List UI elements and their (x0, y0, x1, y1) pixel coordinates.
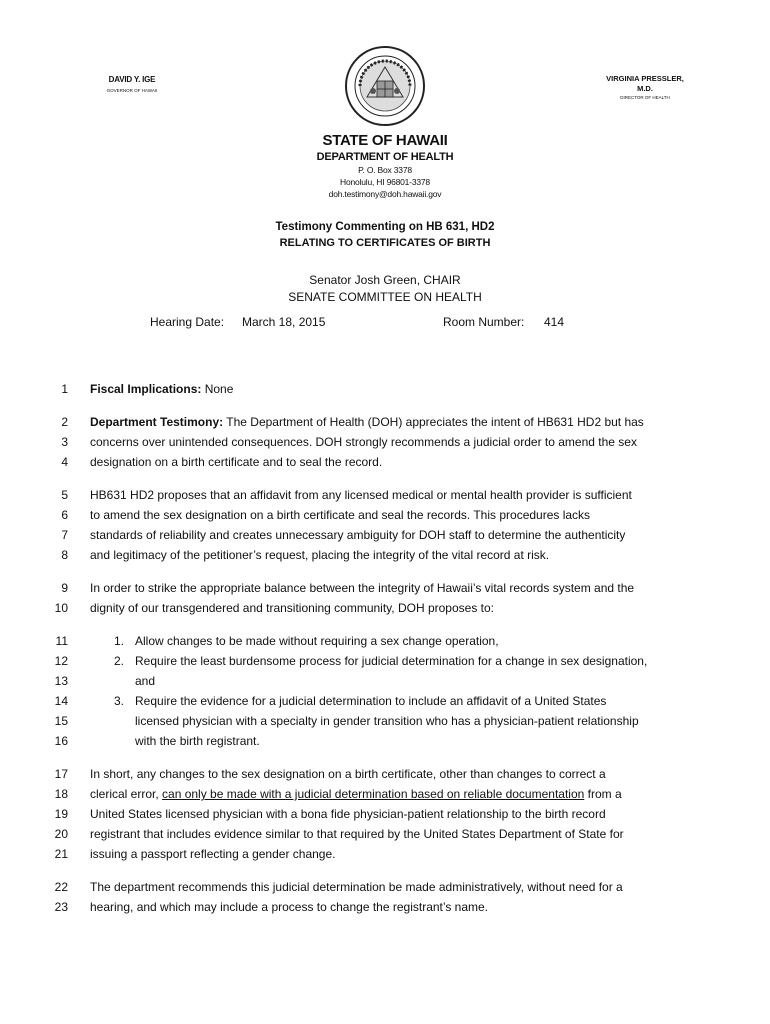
testimony-title: Testimony Commenting on HB 631, HD2 (275, 221, 495, 233)
line-number: 14 (54, 694, 68, 708)
paragraph-text: The department recommends this judicial determination be made administratively, without need for a (90, 880, 623, 894)
paragraph-text: The Department of Health (DOH) appreciates the intent of HB631 HD2 but has (226, 415, 644, 429)
governor-name: DAVID Y. IGE (108, 75, 156, 84)
paragraph-text: designation on a birth certificate and to seal the record. (90, 455, 383, 469)
address-email: doh.testimony@doh.hawaii.gov (328, 189, 442, 199)
fiscal-implications-label: Fiscal Implications: (90, 382, 202, 396)
director-title: DIRECTOR OF HEALTH (620, 95, 670, 100)
line-number: 5 (61, 488, 68, 502)
line-number: 4 (61, 455, 68, 469)
address-po-box: P. O. Box 3378 (358, 165, 412, 175)
underlined-text: can only be made with a judicial determination based on reliable documentation (162, 787, 585, 801)
paragraph-text: registrant that includes evidence similar to that required by the United States Department of State for (90, 827, 624, 841)
paragraph-text: In order to strike the appropriate balance between the integrity of Hawaii’s vital records system and the (90, 581, 635, 595)
governor-title: GOVERNOR OF HAWAII (106, 88, 158, 93)
line-number: 1 (61, 382, 68, 396)
line-number: 7 (61, 528, 68, 542)
hearing-date: March 18, 2015 (242, 315, 326, 329)
list-item-text: Require the least burdensome process for judicial determination for a change in sex designation, (135, 654, 648, 668)
testimony-subtitle: RELATING TO CERTIFICATES OF BIRTH (279, 237, 491, 249)
fiscal-implications-line (90, 382, 233, 396)
line-number: 10 (54, 601, 68, 615)
line-number: 19 (54, 807, 68, 821)
paragraph-text: standards of reliability and creates unnecessary ambiguity for DOH staff to determine the authenticity (90, 528, 626, 542)
paragraph-line-underlined (90, 787, 622, 801)
line-number: 15 (54, 714, 68, 728)
list-item-number: 1. (114, 634, 125, 648)
paragraph-text: to amend the sex designation on a birth certificate and seal the records. This procedures lacks (90, 508, 591, 522)
line-number: 16 (54, 734, 68, 748)
list-item-number: 3. (114, 694, 125, 708)
hearing-date-label: Hearing Date: (150, 315, 225, 329)
director-name: VIRGINIA PRESSLER, (606, 74, 684, 83)
department-testimony-label: Department Testimony: (90, 415, 224, 429)
list-item-text: and (135, 674, 156, 688)
line-number: 12 (54, 654, 68, 668)
state-seal-icon (344, 45, 426, 127)
committee-chair: Senator Josh Green, CHAIR (309, 273, 461, 287)
line-number: 3 (61, 435, 68, 449)
list-item-text: Require the evidence for a judicial determination to include an affidavit of a United States (135, 694, 607, 708)
line-number: 20 (54, 827, 68, 841)
state-heading: STATE OF HAWAII (322, 132, 448, 149)
room-number-label: Room Number: (443, 315, 525, 329)
director-degree: M.D. (637, 84, 653, 93)
room-number: 414 (544, 315, 565, 329)
department-testimony-line (90, 415, 644, 429)
line-number: 13 (54, 674, 68, 688)
address-city: Honolulu, HI 96801-3378 (340, 177, 430, 187)
list-item-text: Allow changes to be made without requiring a sex change operation, (135, 634, 499, 648)
list-item-text: with the birth registrant. (135, 734, 260, 748)
line-number: 11 (55, 634, 68, 648)
paragraph-text: concerns over unintended consequences. DOH strongly recommends a judicial order to amend the sex (90, 435, 637, 449)
paragraph-text: from a (584, 787, 622, 801)
paragraph-text: In short, any changes to the sex designation on a birth certificate, other than changes to correct a (90, 767, 606, 781)
paragraph-text: dignity of our transgendered and transitioning community, DOH proposes to: (90, 601, 494, 615)
paragraph-text: and legitimacy of the petitioner’s request, placing the integrity of the vital record at risk. (90, 548, 550, 562)
list-item-number: 2. (114, 654, 125, 668)
paragraph-text: clerical error, (90, 787, 163, 801)
line-number: 2 (61, 415, 68, 429)
line-number: 21 (54, 847, 68, 861)
line-number: 18 (54, 787, 68, 801)
department-heading: DEPARTMENT OF HEALTH (316, 151, 454, 163)
line-number: 23 (54, 900, 68, 914)
list-item-text: licensed physician with a specialty in gender transition who has a physician-patient relationship (135, 714, 639, 728)
fiscal-implications-value: None (204, 382, 234, 396)
paragraph-text: United States licensed physician with a bona fide physician-patient relationship to the birth record (90, 807, 606, 821)
line-number: 6 (61, 508, 68, 522)
committee-name: SENATE COMMITTEE ON HEALTH (288, 290, 482, 304)
line-number: 8 (61, 548, 68, 562)
line-number: 17 (54, 767, 68, 781)
line-number: 9 (61, 581, 68, 595)
paragraph-text: HB631 HD2 proposes that an affidavit from any licensed medical or mental health provider is sufficient (90, 488, 632, 502)
paragraph-text: issuing a passport reflecting a gender change. (90, 847, 336, 861)
paragraph-text: hearing, and which may include a process to change the registrant’s name. (90, 900, 489, 914)
line-number: 22 (54, 880, 68, 894)
